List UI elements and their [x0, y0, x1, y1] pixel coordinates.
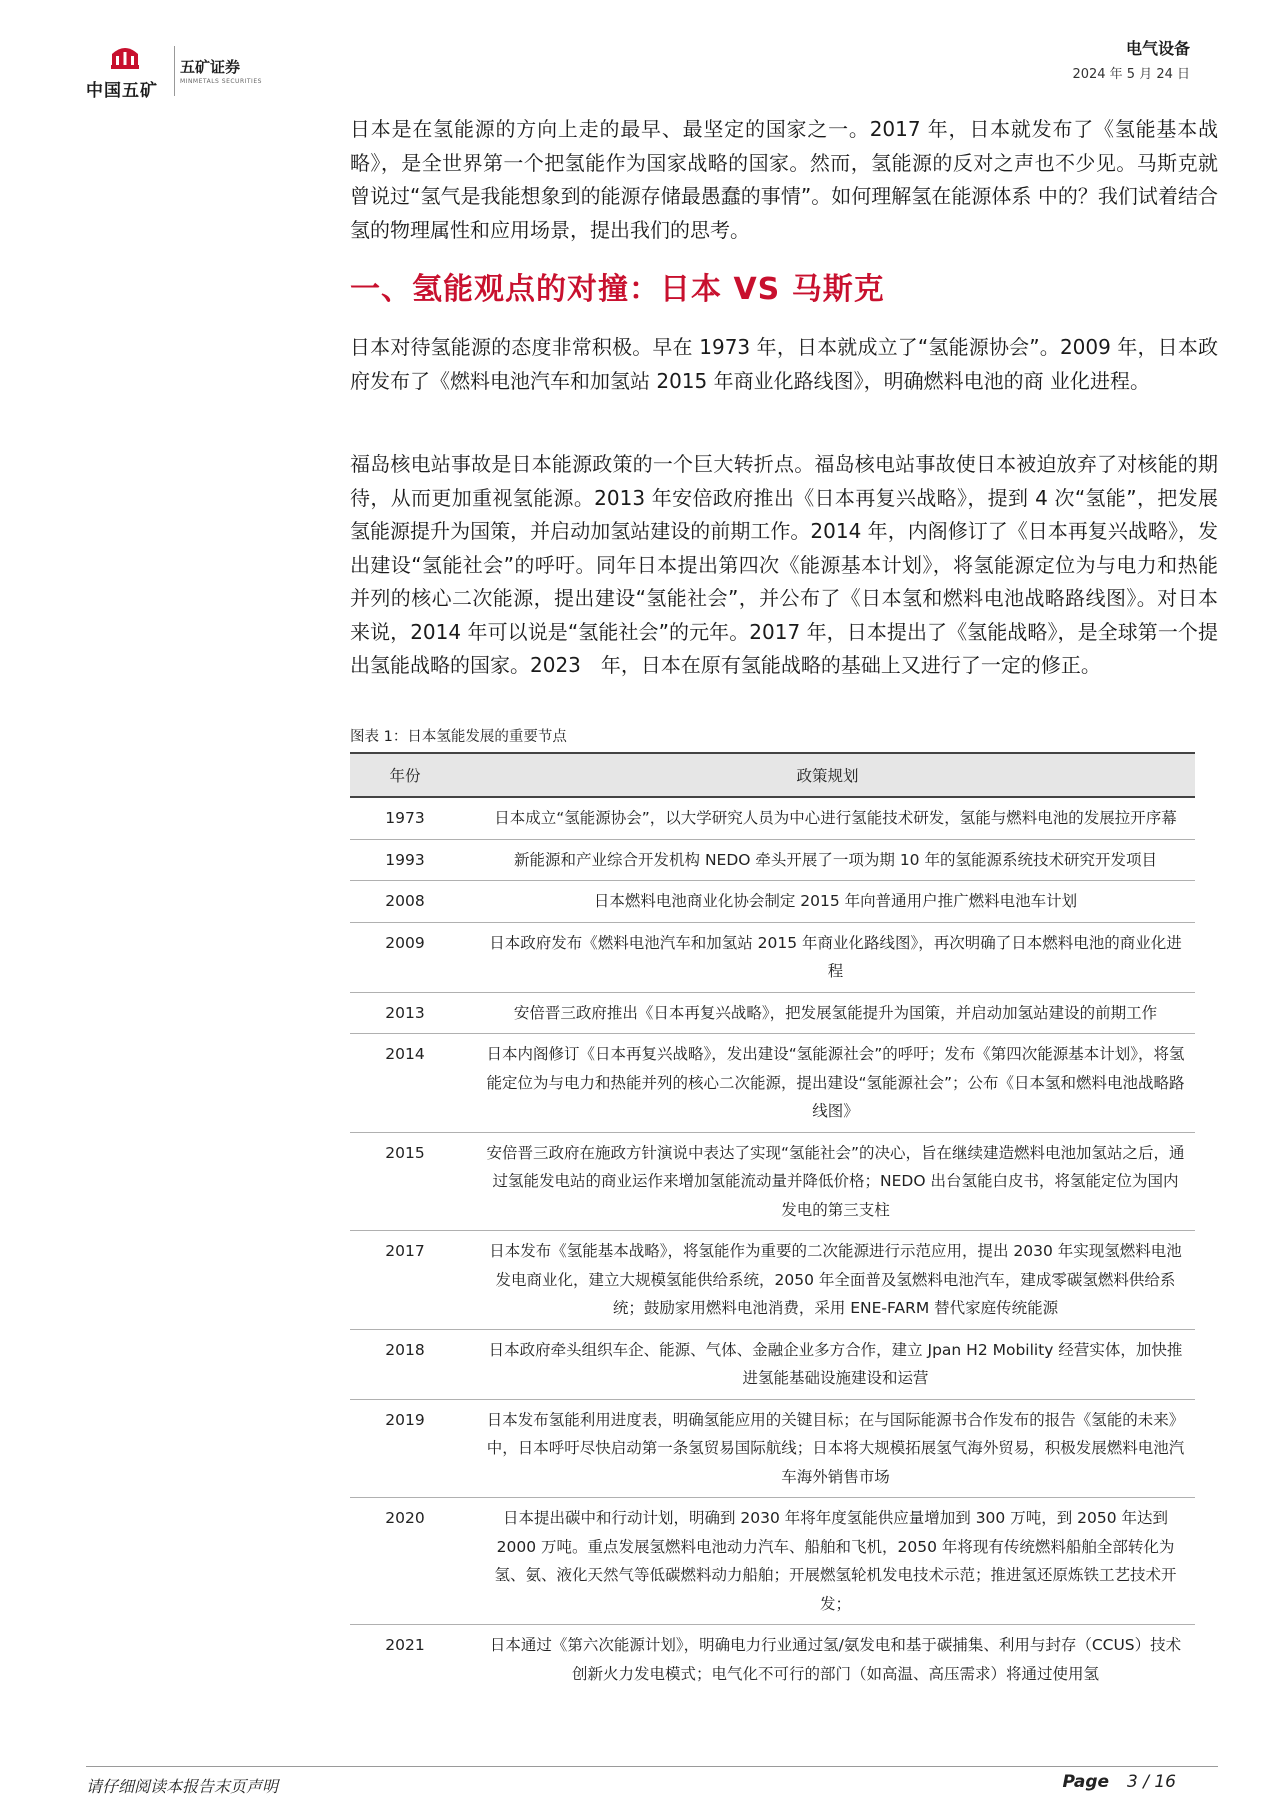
- body-paragraph-1: 日本对待氢能源的态度非常积极。早在 1973 年，日本就成立了“氢能源协会”。2009 年，日本政府发布了《燃料电池汽车和加氢站 2015 年商业化路线图》，明确燃料电池的商 业化进程。: [350, 335, 1218, 393]
- table-row: [350, 1231, 1195, 1330]
- report-category: 电气设备: [1125, 39, 1190, 58]
- table-cell-policy: 安倍晋三政府在施政方针演说中表达了实现“氢能社会”的决心，旨在继续建造燃料电池加氢站之后，通过氢能发电站的商业运作来增加氢能流动量并降低价格；NEDO 出台氢能白皮书，将氢能定位为国内发电的第三支柱: [486, 1143, 1185, 1219]
- table-cell-year: 2019: [385, 1410, 425, 1429]
- table-cell-policy: 日本内阁修订《日本再复兴战略》，发出建设“氢能源社会”的呼吁；发布《第四次能源基本计划》，将氢能定位为与电力和热能并列的核心二次能源，提出建设“氢能源社会”；公布《日本氢和燃料电池战略路线图》: [486, 1045, 1185, 1120]
- page-number: 3 / 16: [1127, 1772, 1176, 1792]
- table-cell-policy: 安倍晋三政府推出《日本再复兴战略》，把发展氢能提升为国策，并启动加氢站建设的前期工作: [513, 1003, 1158, 1022]
- table-cell-year: 2015: [385, 1143, 425, 1162]
- table-row: [350, 1034, 1195, 1133]
- table-row: [350, 1399, 1195, 1498]
- table-cell-policy: 日本燃料电池商业化协会制定 2015 年向普通用户推广燃料电池车计划: [593, 892, 1078, 910]
- table-cell-year: 2020: [385, 1509, 425, 1527]
- table-header-policy: 政策规划: [460, 753, 1195, 797]
- table-cell-year: 2008: [385, 892, 425, 910]
- table-cell-policy: 日本发布氢能利用进度表，明确氢能应用的关键目标；在与国际能源书合作发布的报告《氢能的未来》中，日本呼吁尽快启动第一条氢贸易国际航线；日本将大规模拓展氢气海外贸易，积极发展燃料电池汽车海外销售市场: [486, 1410, 1185, 1486]
- table-row: [350, 1329, 1195, 1399]
- table-caption: 图表 1：日本氢能发展的重要节点: [350, 729, 567, 745]
- table-header-year: 年份: [350, 753, 460, 797]
- body-block-1: [350, 331, 1218, 398]
- company-logo: [86, 40, 266, 100]
- table-row: [350, 1132, 1195, 1231]
- table-cell-year: 2009: [385, 933, 425, 952]
- table-cell-policy: 日本政府发布《燃料电池汽车和加氢站 2015 年商业化路线图》，再次明确了日本燃料电池的商业化进程: [489, 933, 1182, 980]
- intro-block: [350, 113, 1218, 247]
- intro-paragraph: 日本是在氢能源的方向上走的最早、最坚定的国家之一。2017 年，日本就发布了《氢能基本战略》，是全世界第一个把氢能作为国家战略的国家。然而，氢能源的反对之声也不少见。马斯克就曾说过“氢气是我能想象到的能源存储最愚蠢的事情”。如何理解氢在能源体系 中的？我们试着结合氢的物理属性和应用场景，提出我们的思考。: [350, 117, 1218, 242]
- body-paragraph-2: 福岛核电站事故是日本能源政策的一个巨大转折点。福岛核电站事故使日本被迫放弃了对核能的期待，从而更加重视氢能源。2013 年安倍政府推出《日本再复兴战略》，提到 4 次“氢能”，把发展氢能源提升为国策，并启动加氢站建设的前期工作。2014 年，内阁修订了《日本再复兴战略》，发出建设“氢能社会”的呼吁。同年日本提出第四次《能源基本计划》，将氢能源定位为与电力和热能并列的核心二次能源，提出建设“氢能社会”，并公布了《日本氢和燃料电池战略路线图》。对日本来说，2014 年可以说是“氢能社会”的元年。2017 年，日本提出了《氢能战略》，是全球第一个提出氢能战略的国家。2023 年，日本在原有氢能战略的基础上又进行了一定的修正。: [350, 452, 1218, 677]
- footer-disclaimer: 请仔细阅读本报告末页声明: [86, 1777, 279, 1796]
- table-cell-policy: 日本通过《第六次能源计划》，明确电力行业通过氢/氨发电和基于碳捕集、利用与封存（CCUS）技术创新火力发电模式；电气化不可行的部门（如高温、高压需求）将通过使用氢: [489, 1636, 1182, 1683]
- table-cell-year: 1973: [385, 809, 425, 827]
- logo-chinese-name: 中国五矿: [86, 81, 158, 101]
- table-cell-policy: 日本成立“氢能源协会”，以大学研究人员为中心进行氢能技术研发，氢能与燃料电池的发展拉开序幕: [494, 809, 1177, 827]
- table-cell-year: 2018: [385, 1340, 425, 1359]
- report-date: 2024 年 5 月 24 日: [1072, 67, 1190, 82]
- table-cell-policy: 日本发布《氢能基本战略》，将氢能作为重要的二次能源进行示范应用，提出 2030 年实现氢燃料电池发电商业化，建立大规模氢能供给系统，2050 年全面普及氢燃料电池汽车，建成零碳氢燃料供给系统；鼓励家用燃料电池消费，采用 ENE-FARM 替代家庭传统能源: [489, 1242, 1182, 1317]
- footer-divider: [86, 1766, 1218, 1767]
- page-indicator: [1062, 1772, 1176, 1792]
- table-row: [350, 881, 1195, 923]
- table-cell-policy: 新能源和产业综合开发机构 NEDO 牵头开展了一项为期 10 年的氢能源系统技术研究开发项目: [514, 850, 1157, 869]
- page-label: Page: [1062, 1772, 1110, 1792]
- minmetals-emblem-icon: [108, 40, 142, 74]
- policy-table: [350, 752, 1195, 1694]
- table-header-row: [350, 753, 1195, 797]
- table-cell-policy: 日本提出碳中和行动计划，明确到 2030 年将年度氢能供应量增加到 300 万吨，到 2050 年达到 2000 万吨。重点发展氢燃料电池动力汽车、船舶和飞机，2050 年将现有传统燃料船舶全部转化为氢、氨、液化天然气等低碳燃料动力船舶；开展燃氢轮机发电技术示范；推进氢还原炼铁工艺技术开发；: [494, 1509, 1177, 1613]
- table-cell-year: 1993: [385, 850, 425, 869]
- table-row: [350, 1498, 1195, 1625]
- logo-english-name: MINMETALS SECURITIES: [180, 78, 262, 85]
- body-block-2: [350, 448, 1218, 683]
- section-title: 一、氢能观点的对撞：日本 VS 马斯克: [350, 272, 885, 307]
- table-row: [350, 797, 1195, 839]
- table-cell-year: 2021: [385, 1636, 425, 1654]
- table-cell-year: 2017: [385, 1242, 425, 1260]
- table-row: [350, 839, 1195, 881]
- table-row: [350, 1625, 1195, 1695]
- table-cell-year: 2014: [385, 1045, 425, 1063]
- table-cell-year: 2013: [385, 1003, 425, 1022]
- logo-divider: [174, 46, 175, 96]
- table-row: [350, 922, 1195, 992]
- table-row: [350, 992, 1195, 1034]
- table-cell-policy: 日本政府牵头组织车企、能源、气体、金融企业多方合作，建立 Jpan H2 Mobility 经营实体，加快推进氢能基础设施建设和运营: [488, 1340, 1183, 1387]
- logo-brand-name: 五矿证券: [180, 58, 241, 76]
